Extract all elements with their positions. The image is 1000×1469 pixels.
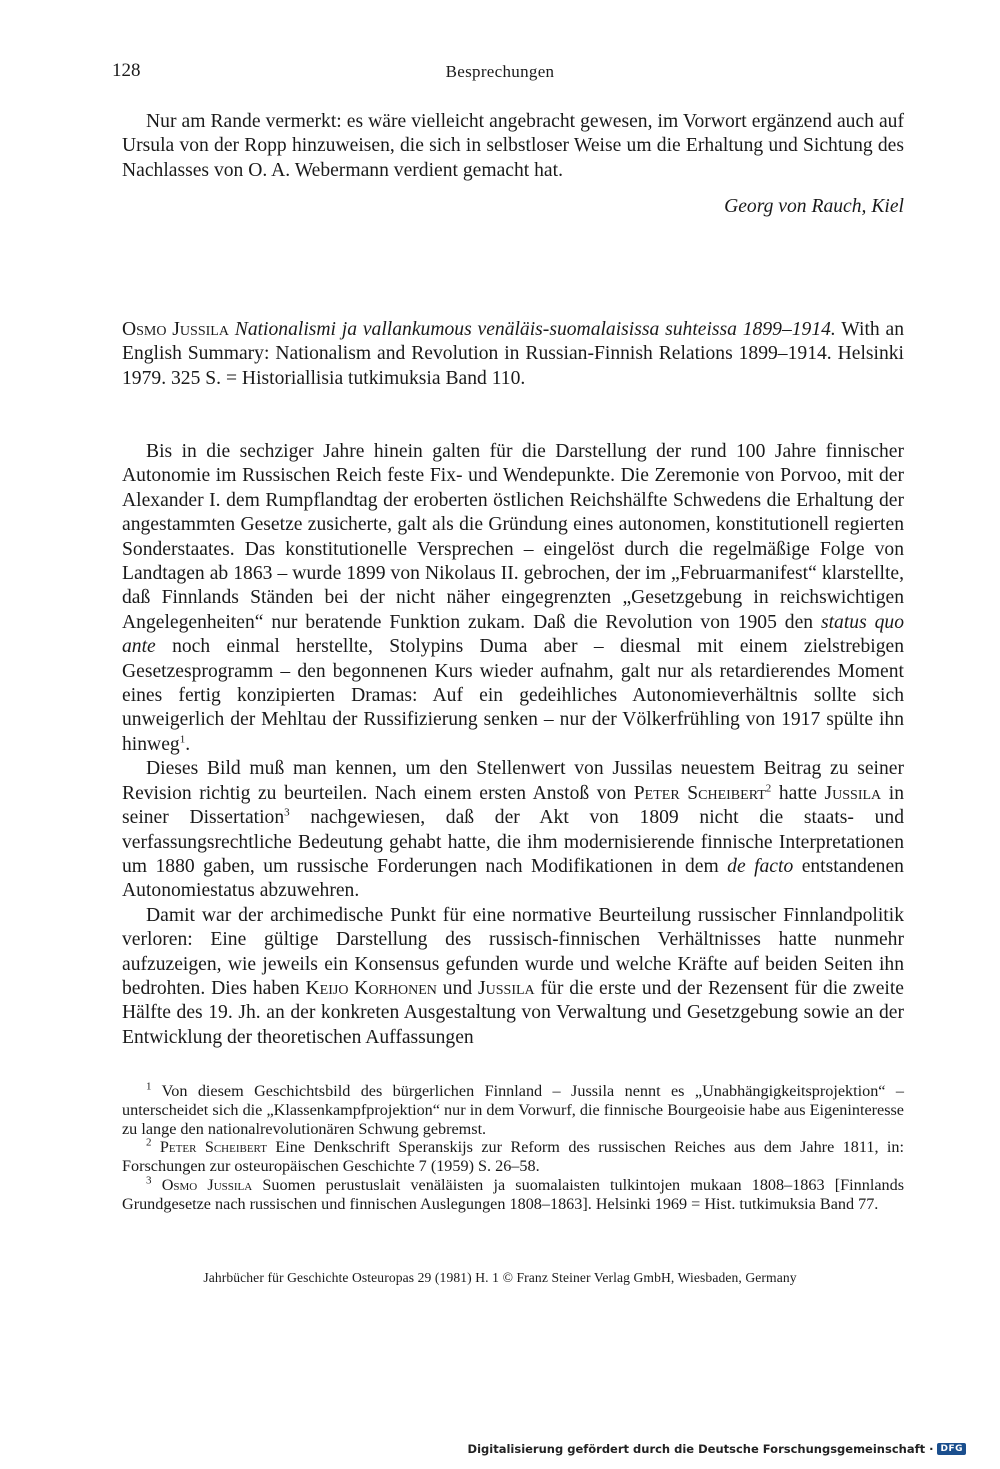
p2-text-d: nachgewiesen, daß der Akt von 1809 nicht die staats- und verfassungsrechtliche Bedeutung gehabt hatte, die ihm modernisierende finnische Interpretationen um 1880 gaben, um russische Forderungen nach Modifikationen in dem xyxy=(122,807,904,877)
p2-text-c: in seiner Dissertation xyxy=(122,782,904,829)
footnote-text: Eine Denkschrift Speranskijs zur Reform des russischen Reiches aus dem Jahre 1811, in: Forschungen zur osteuropäischen Geschichte 7 (1959) S. 26–58. xyxy=(122,1138,905,1176)
p2-name-1: Peter Scheibert xyxy=(633,782,766,804)
footnote-1 xyxy=(122,1082,904,1138)
p3-text-a: Damit war der archimedische Punkt für eine normative Beurteilung russischer Finnlandpolitik verloren: Eine gültige Darstellung des russisch-finnischen Verhältnisses hatte nunmehr aufzuzeigen, wie jeweils ein Konsensus gefunden wurde und welche Kräfte auf beiden Seiten ihn bedrohten. Dies haben xyxy=(122,904,904,999)
book-details: With an English Summary: Nationalism and Revolution in Russian-Finnish Relations 1899–1914. Helsinki 1979. 325 S. = Historiallisia tutkimuksia Band 110. xyxy=(122,319,904,389)
p3-text-b: und xyxy=(442,977,473,999)
digitization-text: Digitalisierung gefördert durch die Deutsche Forschungsgemeinschaft · xyxy=(467,1442,934,1456)
footnote-text: Von diesem Geschichtsbild des bürgerlichen Finnland – Jussila nennt es „Unabhängigkeitsprojektion“ – unterscheidet sich die „Klassenkampfprojektion“ nur in dem Vorwurf, die finnische Bourgeoisie habe aus Eigeninteresse zu lange den nationalrevolutionären Schwung gebremst. xyxy=(122,1082,904,1138)
p2-italic: de facto xyxy=(727,855,794,877)
footnote-text: Suomen perustuslait venäläisten ja suomalaisten tulkintojen mukaan 1808–1863 [Finnlands Grundgesetze nach russischen und finnischen Auslegungen 1808–1863]. Helsinki 1969 = Hist. tutkimuksia Band 77. xyxy=(122,1175,905,1213)
book-author: Osmo Jussila xyxy=(122,319,229,340)
footnote-2 xyxy=(122,1138,904,1176)
closing-paragraph: Nur am Rande vermerkt: es wäre vielleicht angebracht gewesen, im Vorwort ergänzend auch auf Ursula von der Ropp hinzuweisen, die sich in selbstloser Weise um die Erhaltung und Sichtung des Nachlasses von O. A. Webermann verdient gemacht hat. xyxy=(122,111,904,181)
footnote-number: 3 xyxy=(146,1174,152,1187)
running-title: Besprechungen xyxy=(445,62,555,81)
dfg-logo-icon: DFG xyxy=(937,1443,966,1455)
footnote-ref-2[interactable]: 2 xyxy=(765,782,772,795)
paragraph-1 xyxy=(122,440,904,757)
paragraph-2 xyxy=(122,757,904,903)
p2-text-b: hatte xyxy=(778,782,817,804)
previous-review-closing xyxy=(122,110,904,183)
p3-name-2: Jussila xyxy=(478,977,535,999)
footnote-author: Peter Scheibert xyxy=(159,1138,267,1157)
book-title: Nationalismi ja vallankumous venäläis-suomalaisissa suhteissa 1899–1914. xyxy=(234,319,836,340)
footnote-3 xyxy=(122,1176,904,1214)
footnote-number: 2 xyxy=(146,1137,152,1149)
review-body xyxy=(122,440,904,1050)
p3-text-c: für die erste und der Rezensent für die zweite Hälfte des 19. Jh. an der konkreten Ausgestaltung von Verwaltung und Gesetzgebung sowie an der Entwicklung der theoretischen Auffassungen xyxy=(122,977,904,1048)
page-number: 128 xyxy=(112,60,141,81)
footnote-number: 1 xyxy=(146,1080,152,1093)
journal-imprint: Jahrbücher für Geschichte Osteuropas 29 (1981) H. 1 © Franz Steiner Verlag GmbH, Wiesbaden, Germany xyxy=(203,1270,797,1285)
footnote-ref-3[interactable]: 3 xyxy=(284,806,290,819)
p1-end: . xyxy=(185,733,191,755)
review-bibliographic-header xyxy=(122,318,904,391)
p1-text-c: noch einmal herstellte, Stolypins Duma aber – diesmal mit einem zielstrebigen Gesetzesprogramm – den begonnenen Kurs wieder aufnahm, galt nur als retardierendes Moment eines fertig konzipierten Dramas: Auf ein gedeihliches Autonomieverhältnis sollte sich unweigerlich der Mehltau der Russifizierung senken – nur der Völkerfrühling von 1917 spülte ihn hinweg xyxy=(122,636,904,755)
p1-text-a: Bis in die sechziger Jahre hinein galten für die Darstellung der rund 100 Jahre finnischer Autonomie im Russischen Reich feste Fix- und Wendepunkte. Die Zeremonie von Porvoo, mit der Alexander I. dem Rumpflandtag der eroberten östlichen Reichshälfte Schwedens die Erhaltung der angestammten Gesetze zusicherte, galt als die Gründung eines autonomen, konstitutionell regierten Sonderstaates. Das konstitutionelle Versprechen – eingelöst durch die regelmäßige Folge von Landtagen ab 1863 – wurde 1899 von Nikolaus II. gebrochen, der im „Februarmanifest“ klarstellte, daß Finnlands Ständen bei der nicht näher eingegrenzten „Gesetzgebung in reichswichtigen Angelegenheiten“ nur beratende Funktion zukam. Daß die Revolution von 1905 den xyxy=(122,441,904,633)
reviewer-signature: Georg von Rauch, Kiel xyxy=(724,196,904,217)
footnote-author: Osmo Jussila xyxy=(161,1175,253,1194)
p2-text-f: entstandenen Autonomiestatus abzuwehren. xyxy=(122,855,904,902)
footnote-ref-1[interactable]: 1 xyxy=(179,733,186,746)
digitization-notice xyxy=(468,1442,966,1456)
p2-name-2: Jussila xyxy=(824,782,882,804)
paragraph-3 xyxy=(122,904,904,1050)
p2-text-a: Dieses Bild muß man kennen, um den Stellenwert von Jussilas neuestem Beitrag zu seiner Revision richtig zu beurteilen. Nach einem ersten Anstoß von xyxy=(122,758,904,804)
p3-name-1: Keijo Korhonen xyxy=(305,977,437,999)
p1-italic: status quo ante xyxy=(122,611,904,658)
footnotes xyxy=(122,1082,904,1214)
